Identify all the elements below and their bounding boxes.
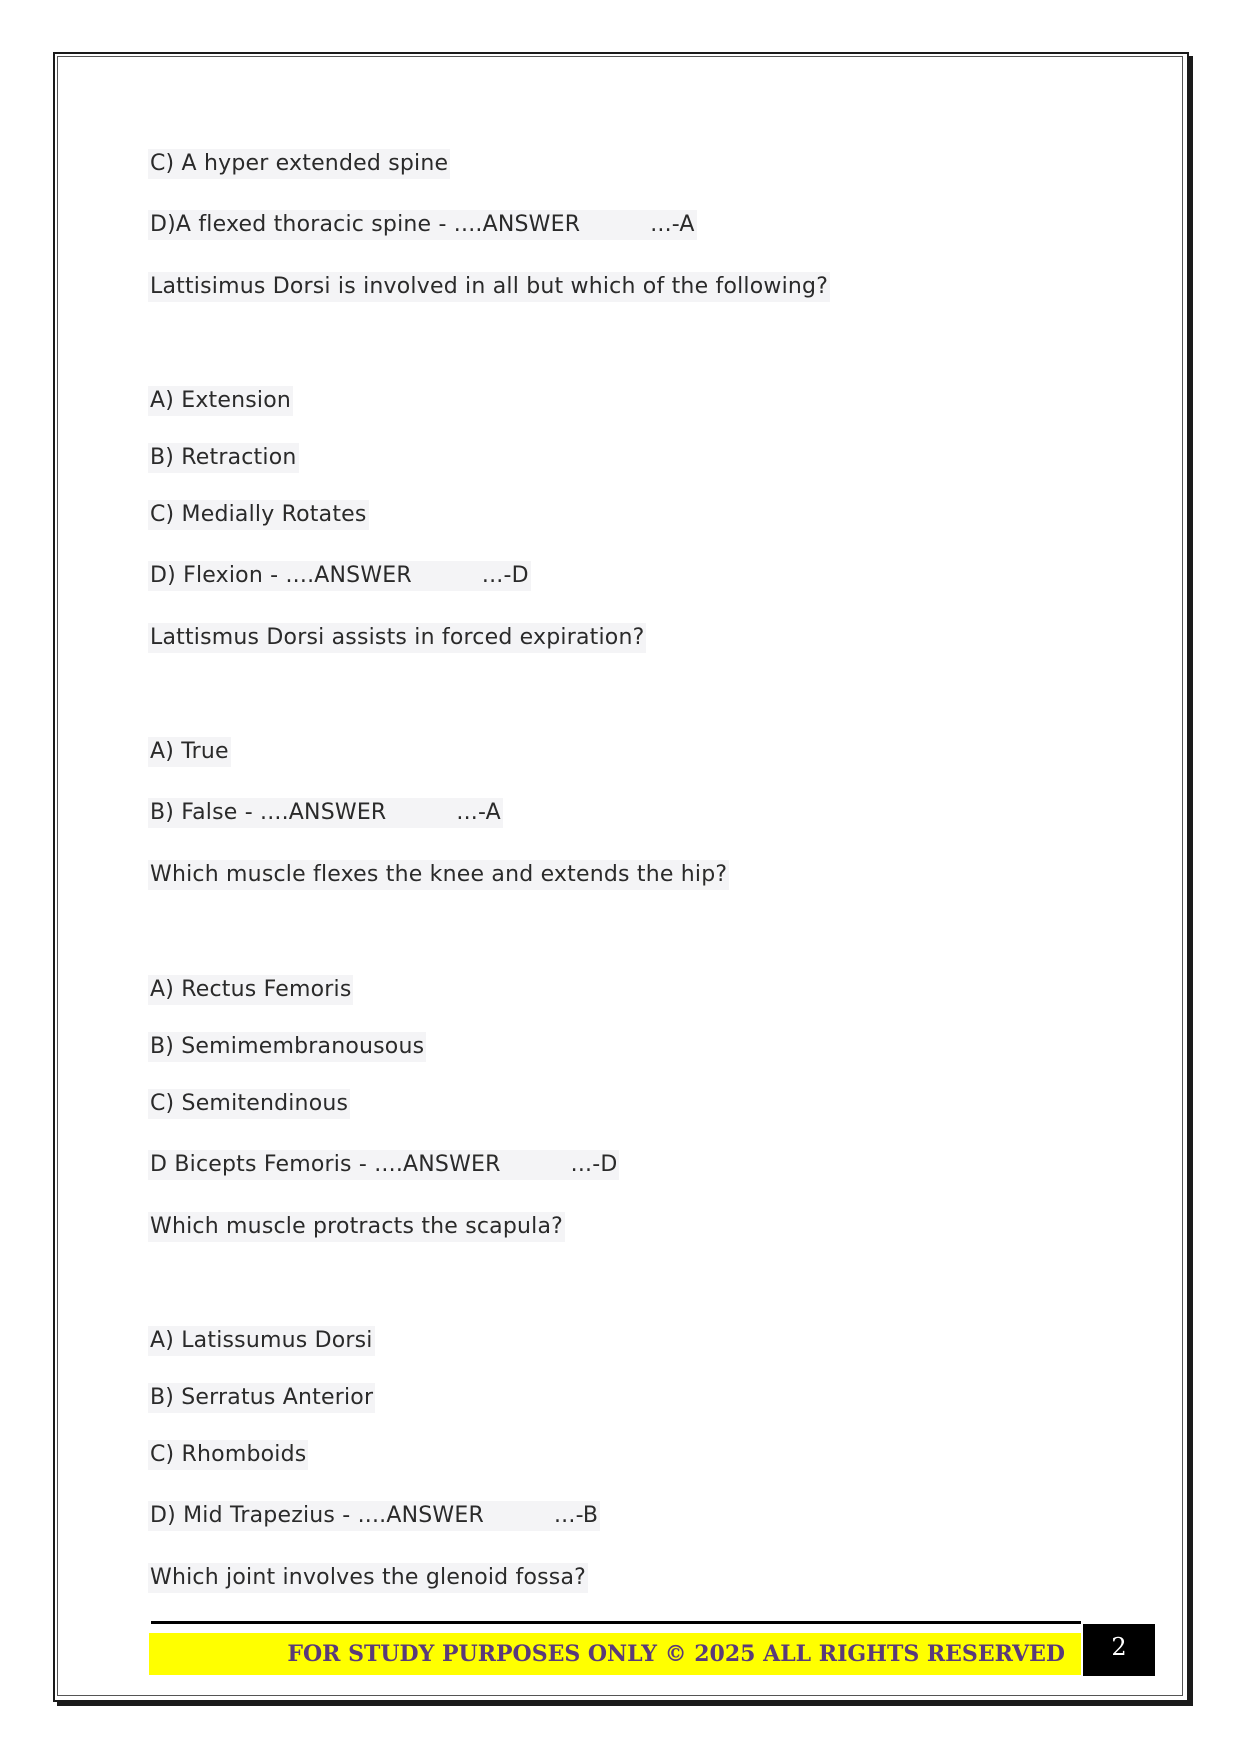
option-line: A) Latissumus Dorsi bbox=[148, 1326, 375, 1356]
page-number: 2 bbox=[1083, 1624, 1155, 1676]
question-line: Which joint involves the glenoid fossa? bbox=[148, 1563, 588, 1593]
answer-line: D Bicepts Femoris - ....ANSWER ...-D bbox=[148, 1150, 619, 1180]
option-line: B) Retraction bbox=[148, 443, 299, 473]
option-line: A) Extension bbox=[148, 386, 293, 416]
option-line: C) Semitendinous bbox=[148, 1089, 350, 1119]
question-line: Lattismus Dorsi assists in forced expiration? bbox=[148, 623, 646, 653]
answer-line: B) False - ....ANSWER ...-A bbox=[148, 798, 503, 828]
footer-copyright: FOR STUDY PURPOSES ONLY © 2025 ALL RIGHTS RESERVED bbox=[287, 1641, 1065, 1667]
question-line: Which muscle protracts the scapula? bbox=[148, 1212, 565, 1242]
answer-line: D)A flexed thoracic spine - ....ANSWER ...-A bbox=[148, 210, 697, 240]
answer-line: D) Flexion - ....ANSWER ...-D bbox=[148, 561, 531, 591]
option-line: A) Rectus Femoris bbox=[148, 975, 353, 1005]
option-line: B) Serratus Anterior bbox=[148, 1383, 375, 1413]
option-line: C) Rhomboids bbox=[148, 1440, 308, 1470]
question-line: Which muscle flexes the knee and extends the hip? bbox=[148, 860, 729, 890]
answer-line: D) Mid Trapezius - ....ANSWER ...-B bbox=[148, 1501, 600, 1531]
footer-banner bbox=[149, 1633, 1081, 1675]
option-line: A) True bbox=[148, 737, 231, 767]
option-line: C) A hyper extended spine bbox=[148, 149, 450, 179]
option-line: C) Medially Rotates bbox=[148, 500, 369, 530]
footer-rule bbox=[151, 1621, 1081, 1624]
question-line: Lattisimus Dorsi is involved in all but which of the following? bbox=[148, 272, 830, 302]
option-line: B) Semimembranousous bbox=[148, 1032, 426, 1062]
